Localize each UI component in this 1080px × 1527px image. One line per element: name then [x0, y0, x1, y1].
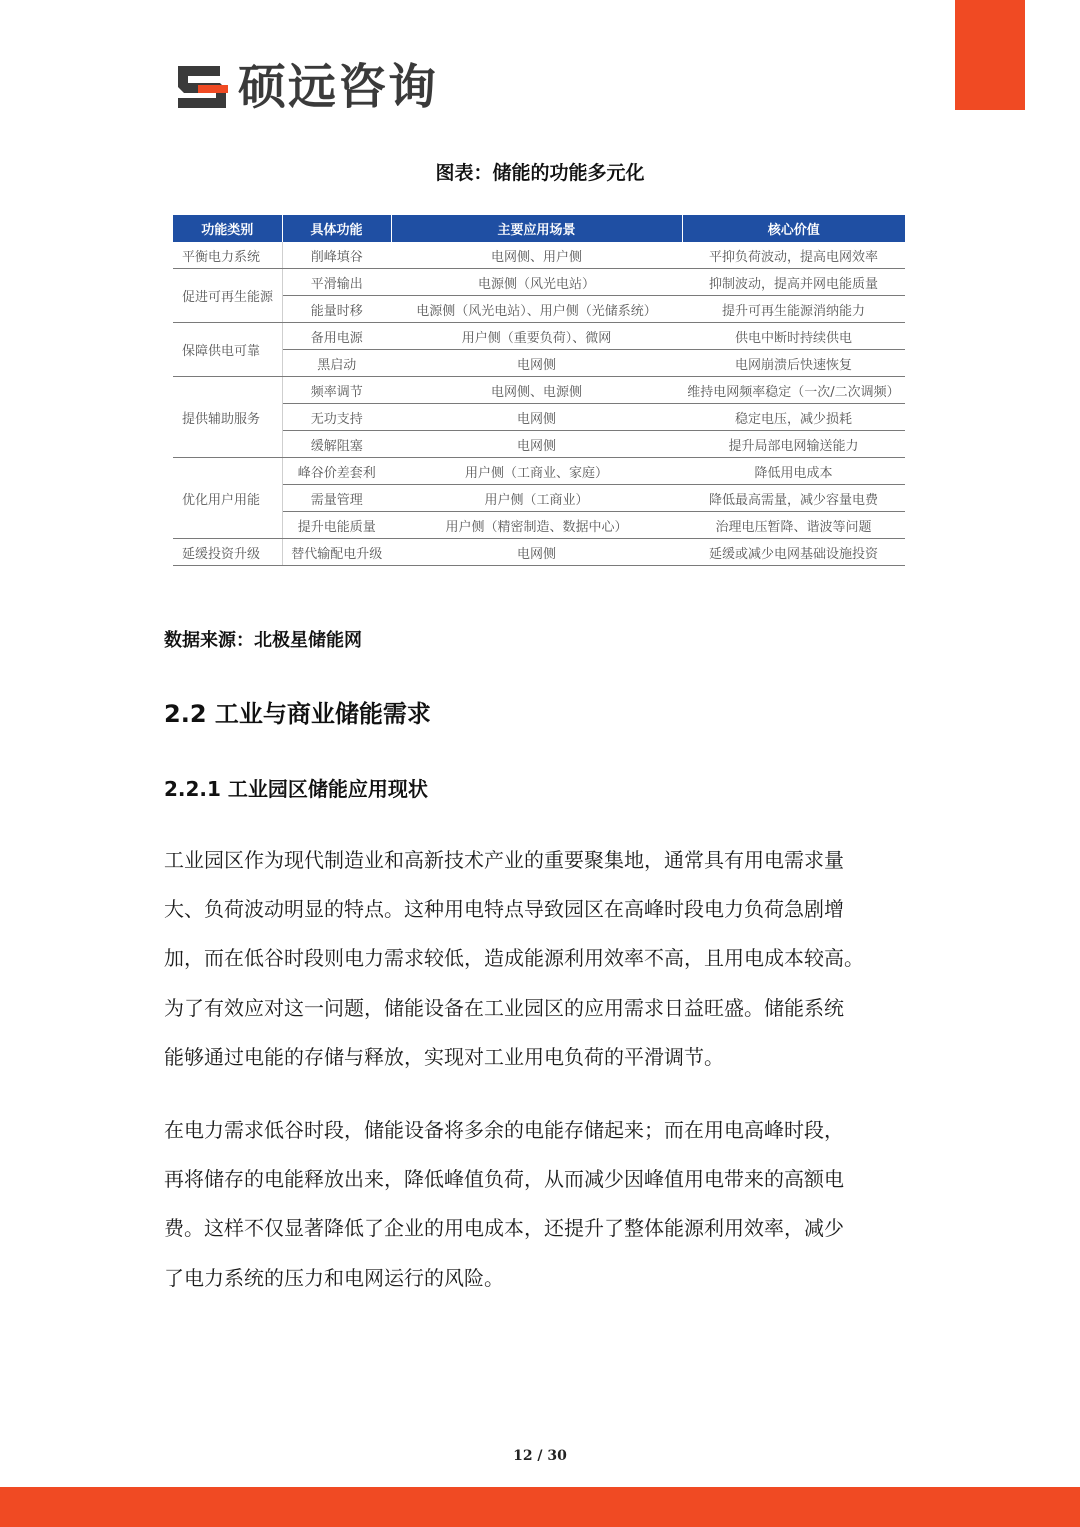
row-category: 保障供电可靠 [173, 323, 282, 377]
table-row [173, 539, 905, 566]
row-function: 削峰填谷 [282, 242, 391, 269]
row-value: 抑制波动，提高并网电能质量 [682, 269, 905, 296]
table-row [173, 350, 905, 377]
paragraph-line: 再将储存的电能释放出来，降低峰值负荷，从而减少因峰值用电带来的高额电 [164, 1167, 844, 1192]
table-row [173, 296, 905, 323]
row-category: 延缓投资升级 [173, 539, 282, 566]
footer-accent-bar [0, 1487, 1080, 1527]
brand-logo [176, 59, 439, 115]
row-function: 平滑输出 [282, 269, 391, 296]
row-category: 平衡电力系统 [173, 242, 282, 269]
row-scenario: 电网侧 [391, 350, 682, 377]
row-category: 促进可再生能源 [173, 269, 282, 323]
table-row [173, 485, 905, 512]
paragraph-1 [164, 836, 924, 1082]
corner-accent-block [955, 0, 1025, 110]
row-function: 黑启动 [282, 350, 391, 377]
paragraph-line: 费。这样不仅显著降低了企业的用电成本，还提升了整体能源利用效率，减少 [164, 1216, 844, 1241]
subsection-heading: 2.2.1 工业园区储能应用现状 [164, 777, 428, 801]
header-category: 功能类别 [173, 215, 282, 242]
row-function: 能量时移 [282, 296, 391, 323]
header-scenario: 主要应用场景 [391, 215, 682, 242]
brand-name: 硕远咨询 [238, 59, 439, 115]
table-row [173, 431, 905, 458]
row-scenario: 电网侧 [391, 539, 682, 566]
table-row [173, 404, 905, 431]
paragraph-line: 加，而在低谷时段则电力需求较低，造成能源利用效率不高，且用电成本较高。 [164, 946, 864, 971]
paragraph-line: 能够通过电能的存储与释放，实现对工业用电负荷的平滑调节。 [164, 1044, 724, 1069]
row-value: 稳定电压，减少损耗 [682, 404, 905, 431]
row-value: 降低用电成本 [682, 458, 905, 485]
paragraph-line: 为了有效应对这一问题，储能设备在工业园区的应用需求日益旺盛。储能系统 [164, 995, 844, 1020]
row-scenario: 电源侧（风光电站）、用户侧（光储系统） [391, 296, 682, 323]
row-function: 备用电源 [282, 323, 391, 350]
row-value: 延缓或减少电网基础设施投资 [682, 539, 905, 566]
s-block-logo-icon [176, 64, 228, 110]
table-row [173, 458, 905, 485]
paragraph-line: 了电力系统的压力和电网运行的风险。 [164, 1265, 504, 1290]
row-value: 电网崩溃后快速恢复 [682, 350, 905, 377]
table-row [173, 269, 905, 296]
row-scenario: 电网侧、电源侧 [391, 377, 682, 404]
row-function: 缓解阻塞 [282, 431, 391, 458]
table-row [173, 512, 905, 539]
row-value: 降低最高需量，减少容量电费 [682, 485, 905, 512]
row-scenario: 电网侧 [391, 431, 682, 458]
row-scenario: 电网侧、用户侧 [391, 242, 682, 269]
row-value: 治理电压暂降、谐波等问题 [682, 512, 905, 539]
row-scenario: 电网侧 [391, 404, 682, 431]
paragraph-line: 大、负荷波动明显的特点。这种用电特点导致园区在高峰时段电力负荷急剧增 [164, 897, 844, 922]
table-row [173, 323, 905, 350]
row-value: 平抑负荷波动，提高电网效率 [682, 242, 905, 269]
header-value: 核心价值 [682, 215, 905, 242]
row-value: 提升局部电网输送能力 [682, 431, 905, 458]
row-value: 提升可再生能源消纳能力 [682, 296, 905, 323]
row-function: 峰谷价差套利 [282, 458, 391, 485]
row-function: 需量管理 [282, 485, 391, 512]
function-table [173, 215, 905, 566]
table-row [173, 377, 905, 404]
row-function: 频率调节 [282, 377, 391, 404]
figure-title: 图表：储能的功能多元化 [435, 162, 645, 184]
table-row [173, 242, 905, 269]
header-function: 具体功能 [282, 215, 391, 242]
row-function: 替代输配电升级 [282, 539, 391, 566]
page-number: 12 / 30 [513, 1448, 567, 1464]
row-value: 供电中断时持续供电 [682, 323, 905, 350]
row-scenario: 用户侧（精密制造、数据中心） [391, 512, 682, 539]
row-scenario: 电源侧（风光电站） [391, 269, 682, 296]
row-scenario: 用户侧（重要负荷）、微网 [391, 323, 682, 350]
row-value: 维持电网频率稳定（一次/二次调频） [682, 377, 905, 404]
paragraph-line: 工业园区作为现代制造业和高新技术产业的重要聚集地，通常具有用电需求量 [164, 848, 844, 872]
paragraph-line: 在电力需求低谷时段，储能设备将多余的电能存储起来；而在用电高峰时段， [164, 1118, 844, 1142]
row-scenario: 用户侧（工商业、家庭） [391, 458, 682, 485]
row-function: 提升电能质量 [282, 512, 391, 539]
section-heading: 2.2 工业与商业储能需求 [164, 700, 431, 728]
paragraph-2 [164, 1106, 924, 1303]
data-source: 数据来源：北极星储能网 [164, 630, 362, 651]
row-category: 优化用户用能 [173, 458, 282, 539]
row-scenario: 用户侧（工商业） [391, 485, 682, 512]
row-category: 提供辅助服务 [173, 377, 282, 458]
row-function: 无功支持 [282, 404, 391, 431]
table-header-row [173, 215, 905, 242]
